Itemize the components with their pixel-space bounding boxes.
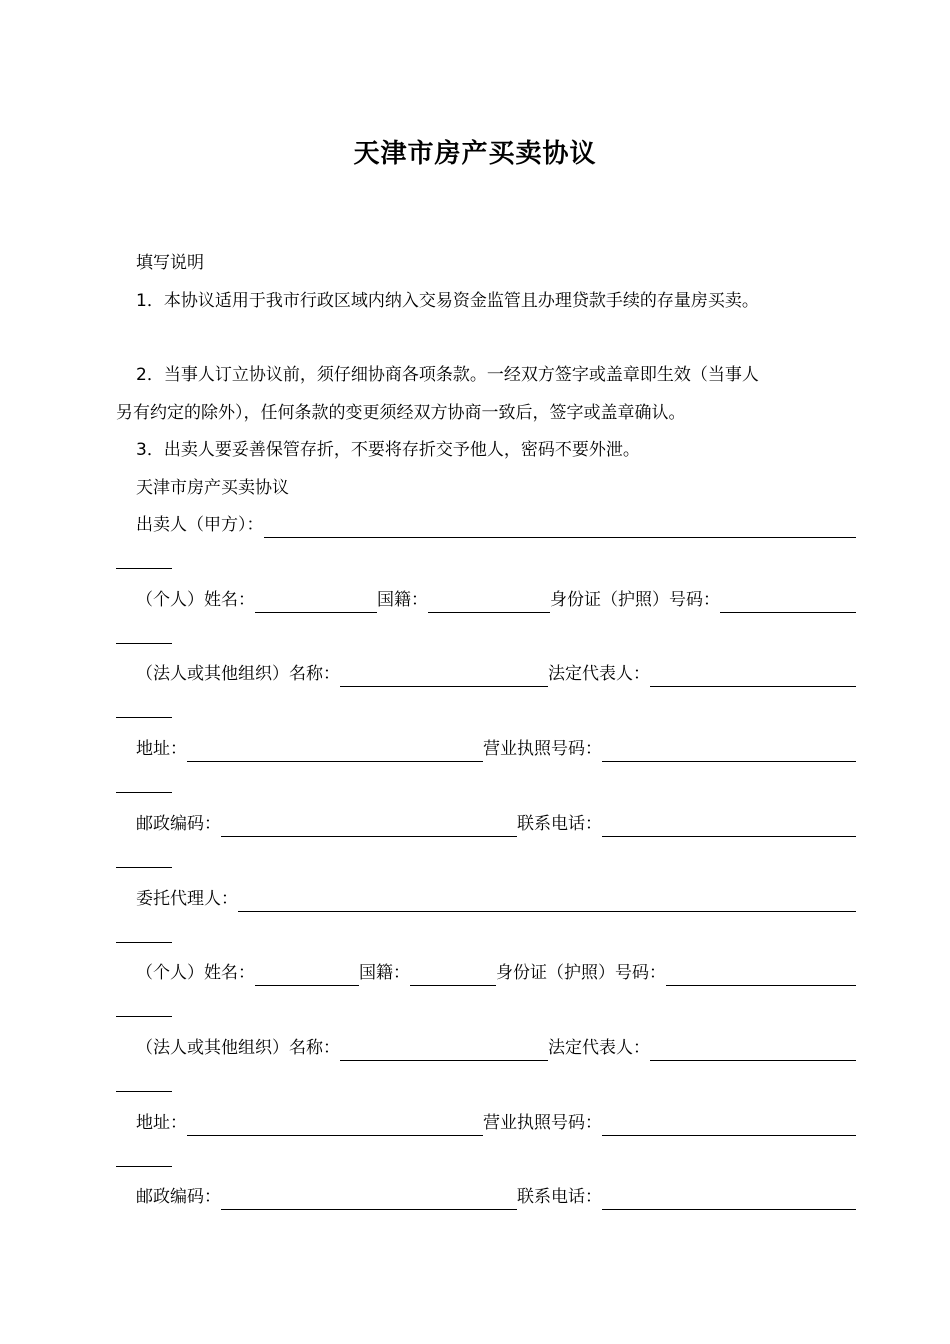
agent-contact-row bbox=[116, 1184, 856, 1210]
agent-legal-rep-field[interactable] bbox=[650, 1042, 856, 1061]
seller-address-label: 地址： bbox=[136, 739, 187, 759]
agent-name-field[interactable] bbox=[255, 967, 359, 986]
agent-postcode-label: 邮政编码： bbox=[136, 1187, 221, 1207]
agent-address-label: 地址： bbox=[136, 1113, 187, 1133]
agent-address-field[interactable] bbox=[187, 1117, 483, 1136]
agent-address-row bbox=[116, 1110, 856, 1136]
agent-id-label: 身份证（护照）号码： bbox=[496, 963, 666, 983]
seller-legal-rep-label: 法定代表人： bbox=[548, 664, 650, 684]
seller-phone-field[interactable] bbox=[602, 818, 856, 837]
agreement-subtitle: 天津市房产买卖协议 bbox=[136, 478, 289, 498]
agent-license-label: 营业执照号码： bbox=[483, 1113, 602, 1133]
seller-org-row bbox=[116, 661, 856, 687]
agent-nationality-label: 国籍： bbox=[359, 963, 410, 983]
agent-phone-label: 联系电话： bbox=[517, 1187, 602, 1207]
agent-individual-row bbox=[116, 960, 856, 986]
seller-org-field[interactable] bbox=[340, 668, 548, 687]
seller-id-field[interactable] bbox=[720, 594, 856, 613]
seller-id-continuation bbox=[116, 643, 172, 644]
instruction-item-2-line-2: 另有约定的除外），任何条款的变更须经双方协商一致后，签字或盖章确认。 bbox=[116, 403, 686, 423]
instruction-item-1: 1．本协议适用于我市行政区域内纳入交易资金监管且办理贷款手续的存量房买卖。 bbox=[136, 291, 759, 311]
seller-postcode-field[interactable] bbox=[221, 818, 517, 837]
seller-phone-continuation bbox=[116, 867, 172, 868]
seller-contact-row bbox=[116, 811, 856, 837]
seller-license-label: 营业执照号码： bbox=[483, 739, 602, 759]
seller-label: 出卖人（甲方）： bbox=[136, 515, 264, 535]
seller-nationality-label: 国籍： bbox=[377, 590, 428, 610]
seller-legal-rep-continuation bbox=[116, 717, 172, 718]
agent-row bbox=[116, 886, 856, 912]
seller-phone-label: 联系电话： bbox=[517, 814, 602, 834]
seller-name-field[interactable] bbox=[255, 594, 377, 613]
document-title: 天津市房产买卖协议 bbox=[353, 139, 597, 169]
seller-id-label: 身份证（护照）号码： bbox=[550, 590, 720, 610]
agent-field-continuation bbox=[116, 942, 172, 943]
agent-phone-field[interactable] bbox=[602, 1191, 856, 1210]
seller-address-row bbox=[116, 736, 856, 762]
seller-legal-rep-field[interactable] bbox=[650, 668, 856, 687]
agent-org-label: （法人或其他组织）名称： bbox=[136, 1038, 340, 1058]
agent-legal-rep-label: 法定代表人： bbox=[548, 1038, 650, 1058]
agent-field[interactable] bbox=[238, 893, 856, 912]
seller-row bbox=[116, 512, 856, 538]
agent-label: 委托代理人： bbox=[136, 889, 238, 909]
instruction-item-3: 3．出卖人要妥善保管存折，不要将存折交予他人，密码不要外泄。 bbox=[136, 440, 640, 460]
agent-id-continuation bbox=[116, 1016, 172, 1017]
seller-field-continuation bbox=[116, 568, 172, 569]
seller-field[interactable] bbox=[264, 519, 857, 538]
seller-license-field[interactable] bbox=[602, 743, 856, 762]
instruction-item-2-line-1: 2．当事人订立协议前，须仔细协商各项条款。一经双方签字或盖章即生效（当事人 bbox=[136, 365, 759, 385]
agent-legal-rep-continuation bbox=[116, 1091, 172, 1092]
seller-nationality-field[interactable] bbox=[428, 594, 550, 613]
agent-name-label: （个人）姓名： bbox=[136, 963, 255, 983]
seller-postcode-label: 邮政编码： bbox=[136, 814, 221, 834]
instructions-heading: 填写说明 bbox=[136, 253, 204, 273]
seller-org-label: （法人或其他组织）名称： bbox=[136, 664, 340, 684]
agent-org-row bbox=[116, 1035, 856, 1061]
seller-address-field[interactable] bbox=[187, 743, 483, 762]
agent-postcode-field[interactable] bbox=[221, 1191, 517, 1210]
seller-name-label: （个人）姓名： bbox=[136, 590, 255, 610]
agent-id-field[interactable] bbox=[666, 967, 856, 986]
agent-license-continuation bbox=[116, 1166, 172, 1167]
seller-license-continuation bbox=[116, 792, 172, 793]
agent-org-field[interactable] bbox=[340, 1042, 548, 1061]
agent-license-field[interactable] bbox=[602, 1117, 856, 1136]
agent-nationality-field[interactable] bbox=[410, 967, 496, 986]
seller-individual-row bbox=[116, 587, 856, 613]
